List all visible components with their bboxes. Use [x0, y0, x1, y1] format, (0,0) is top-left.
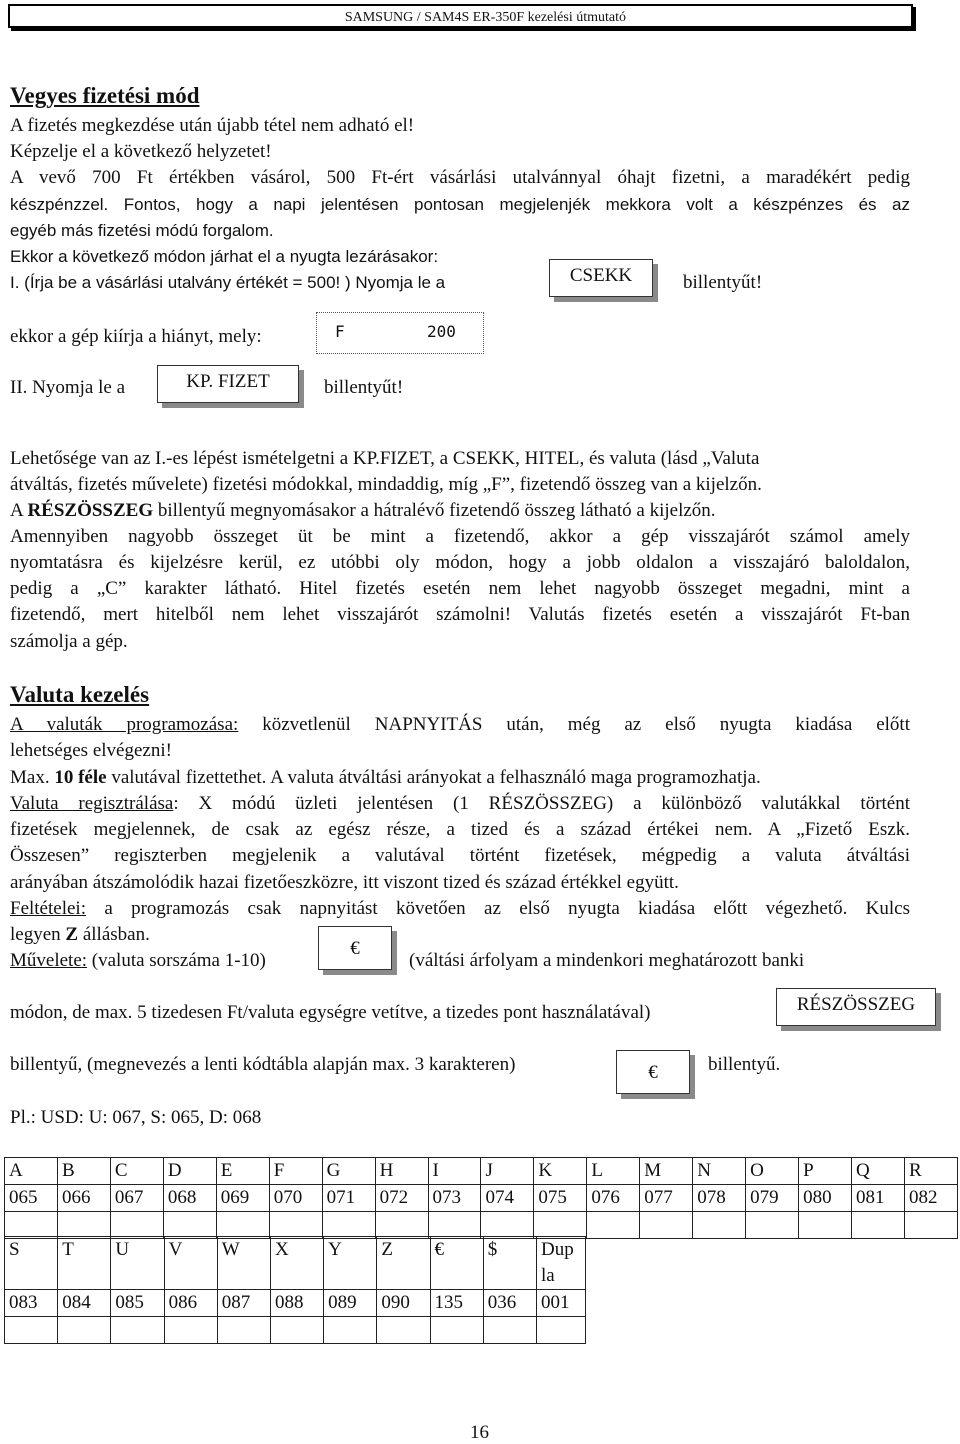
table-cell [269, 1212, 322, 1239]
table-cell: 077 [640, 1185, 693, 1212]
text-line: fizetendő, mert hitelből nem lehet visszajárót számolni! Valutás fizetés esetén a visszajárót Ft-ban [10, 604, 910, 625]
table-cell: M [640, 1158, 693, 1185]
text-line: A vevő 700 Ft értékben vásárol, 500 Ft-ért vásárlási utalvánnyal óhajt fizetni, a maradékért pedig [10, 167, 910, 188]
key-position-line: legyen Z állásban. [10, 924, 150, 945]
table-cell: 073 [428, 1185, 481, 1212]
table-cell: 078 [693, 1185, 746, 1212]
table-cell: 079 [746, 1185, 799, 1212]
table-cell: 135 [430, 1290, 483, 1317]
table-cell: A [5, 1158, 58, 1185]
codes-row [5, 1185, 958, 1212]
code-table-2 [4, 1236, 586, 1344]
table-cell [640, 1212, 693, 1239]
table-cell [163, 1212, 216, 1239]
empty-row [5, 1212, 958, 1239]
table-cell [904, 1212, 957, 1239]
text-line: lehetséges elvégezni! [10, 740, 172, 761]
table-cell: 087 [217, 1290, 270, 1317]
operation-line: Művelete: (valuta sorszáma 1-10) [10, 950, 266, 971]
text-line: nyomtatásra és kijelzésre kerül, ez utóbbi oly módon, hogy a jobb oldalon a visszajáró baloldalon, [10, 552, 910, 573]
table-cell [5, 1317, 58, 1344]
section-heading-currency: Valuta kezelés [10, 682, 150, 707]
table-cell [746, 1212, 799, 1239]
table-cell: 080 [799, 1185, 852, 1212]
table-cell: 084 [58, 1290, 111, 1317]
table-cell [322, 1212, 375, 1239]
table-cell: 068 [163, 1185, 216, 1212]
table-cell: 083 [5, 1290, 58, 1317]
table-cell [483, 1317, 536, 1344]
example-line: Pl.: USD: U: 067, S: 065, D: 068 [10, 1107, 262, 1128]
code-table-1 [4, 1157, 958, 1239]
table-cell: N [693, 1158, 746, 1185]
reszosszeg-key: RÉSZÖSSZEG [776, 988, 936, 1026]
table-cell: H [375, 1158, 428, 1185]
table-cell [587, 1212, 640, 1239]
text-line: pedig a „C” karakter látható. Hitel fizetés esetén nem lehet nagyobb összeget megadni, mint a [10, 578, 910, 599]
euro-key-2: € [616, 1050, 690, 1094]
table-cell: P [799, 1158, 852, 1185]
table-cell: T [58, 1237, 111, 1290]
table-cell [377, 1317, 430, 1344]
table-cell: 070 [269, 1185, 322, 1212]
table-cell [216, 1212, 269, 1239]
table-cell: 090 [377, 1290, 430, 1317]
table-cell [5, 1212, 58, 1239]
table-cell: 001 [537, 1290, 586, 1317]
table-cell: $ [483, 1237, 536, 1290]
table-cell [428, 1212, 481, 1239]
table-cell: C [110, 1158, 163, 1185]
table-cell: S [5, 1237, 58, 1290]
table-cell: G [322, 1158, 375, 1185]
text-line: Összesen” regiszterben megjelenik a valutával történt fizetések, mégpedig a valuta átváltási [10, 845, 910, 866]
table-cell [58, 1317, 111, 1344]
table-cell: Q [852, 1158, 905, 1185]
table-cell: 081 [852, 1185, 905, 1212]
letters-row [5, 1237, 586, 1290]
table-cell [799, 1212, 852, 1239]
table-cell: X [270, 1237, 323, 1290]
empty-row [5, 1317, 586, 1344]
table-cell [324, 1317, 377, 1344]
table-cell [270, 1317, 323, 1344]
kp-fizet-key: KP. FIZET [157, 365, 299, 403]
table-cell: 075 [534, 1185, 587, 1212]
text-line: Ekkor a következő módon járhat el a nyugta lezárásakor: [10, 247, 439, 266]
programming-line: A valuták programozása: közvetlenül NAPNYITÁS után, még az első nyugta kiadása előtt [10, 714, 910, 735]
operation-after: (váltási árfolyam a mindenkori meghatározott banki [409, 950, 805, 971]
max-line: Max. 10 féle valutával fizettethet. A valuta átváltási arányokat a felhasználó maga programozhatja. [10, 767, 761, 788]
table-cell: 036 [483, 1290, 536, 1317]
table-cell: D [163, 1158, 216, 1185]
table-cell: U [111, 1237, 164, 1290]
table-cell: O [746, 1158, 799, 1185]
registration-line: Valuta regisztrálása: X módú üzleti jelentésen (1 RÉSZÖSSZEG) a különböző valutákkal történt [10, 793, 911, 814]
text-line: egyéb más fizetési módú forgalom. [10, 221, 274, 240]
letters-row [5, 1158, 958, 1185]
text-line: számolja a gép. [10, 631, 128, 652]
conditions-line: Feltételei: a programozás csak napnyitást követően az első nyugta kiadása előtt végezhető. Kulcs [10, 898, 910, 919]
text-line: Amennyiben nagyobb összeget üt be mint a fizetendő, akkor a gép visszajárót számol amely [10, 526, 910, 547]
table-cell: 085 [111, 1290, 164, 1317]
display-right: 200 [427, 322, 456, 341]
table-cell: V [164, 1237, 217, 1290]
section-heading-mixed-payment: Vegyes fizetési mód [10, 83, 200, 108]
table-cell: 074 [481, 1185, 534, 1212]
table-cell [537, 1317, 586, 1344]
table-cell: 072 [375, 1185, 428, 1212]
table-cell [164, 1317, 217, 1344]
display-caption: ekkor a gép kiírja a hiányt, mely: [10, 326, 262, 347]
table-cell [375, 1212, 428, 1239]
table-cell: Dup la [537, 1237, 586, 1290]
table-cell: Y [324, 1237, 377, 1290]
text-line: átváltás, fizetés művelete) fizetési módokkal, mindaddig, míg „F”, fizetendő összeg van a kijelzőn. [10, 474, 762, 495]
step2-text: II. Nyomja le a [10, 377, 126, 398]
table-cell: 071 [322, 1185, 375, 1212]
table-cell: 067 [110, 1185, 163, 1212]
reszosszeg-line: A RÉSZÖSSZEG billentyű megnyomásakor a hátralévő fizetendő összeg látható a kijelzőn. [10, 500, 716, 521]
text-line: készpénzzel. Fontos, hogy a napi jelentésen pontosan megjelenjék mekkora volt a készpénzes és az [10, 195, 910, 214]
table-cell [693, 1212, 746, 1239]
page-number: 16 [470, 1422, 489, 1443]
table-cell: R [904, 1158, 957, 1185]
table-cell: € [430, 1237, 483, 1290]
table-cell [111, 1317, 164, 1344]
text-line: módon, de max. 5 tizedesen Ft/valuta egységre vetítve, a tizedes pont használatával) [10, 1002, 651, 1023]
text-line: Képzelje el a következő helyzetet! [10, 141, 272, 162]
table-cell: J [481, 1158, 534, 1185]
table-cell: 076 [587, 1185, 640, 1212]
step1-after: billentyűt! [683, 272, 763, 293]
table-cell: 086 [164, 1290, 217, 1317]
text-line: billentyű, (megnevezés a lenti kódtábla alapján max. 3 karakteren) [10, 1054, 516, 1075]
table-cell [852, 1212, 905, 1239]
text-line: billentyű. [708, 1054, 781, 1075]
table-cell [57, 1212, 110, 1239]
table-cell: 082 [904, 1185, 957, 1212]
table-cell: 088 [270, 1290, 323, 1317]
table-cell: 089 [324, 1290, 377, 1317]
step2-after: billentyűt! [324, 377, 404, 398]
document-title: SAMSUNG / SAM4S ER-350F kezelési útmutató [344, 10, 626, 25]
table-cell: L [587, 1158, 640, 1185]
csekk-key: CSEKK [549, 259, 653, 297]
table-cell: 066 [57, 1185, 110, 1212]
register-display [316, 312, 484, 354]
table-cell: 065 [5, 1185, 58, 1212]
table-cell [534, 1212, 587, 1239]
table-cell [217, 1317, 270, 1344]
step1-text: I. (Írja be a vásárlási utalvány értékét = 500! ) Nyomja le a [10, 273, 446, 292]
text-line: Lehetősége van az I.-es lépést ismételgetni a KP.FIZET, a CSEKK, HITEL, és valuta (lásd „Valuta [10, 448, 760, 469]
text-line: fizetések megjelennek, de csak az egész része, a tized és a század értékei nem. A „Fizető Eszk. [10, 819, 910, 840]
table-cell: E [216, 1158, 269, 1185]
table-cell: Z [377, 1237, 430, 1290]
table-cell [481, 1212, 534, 1239]
table-cell: B [57, 1158, 110, 1185]
table-cell: W [217, 1237, 270, 1290]
table-cell: K [534, 1158, 587, 1185]
document-header [8, 4, 913, 28]
codes-row [5, 1290, 586, 1317]
text-line: A fizetés megkezdése után újabb tétel nem adható el! [10, 115, 415, 136]
display-left: F [335, 322, 345, 341]
table-cell: 069 [216, 1185, 269, 1212]
table-cell [430, 1317, 483, 1344]
table-cell: I [428, 1158, 481, 1185]
text-line: arányában átszámolódik hazai fizetőeszközre, itt viszont tized és század értékkel együtt. [10, 872, 679, 893]
table-cell [110, 1212, 163, 1239]
table-cell: F [269, 1158, 322, 1185]
euro-key: € [318, 926, 392, 970]
